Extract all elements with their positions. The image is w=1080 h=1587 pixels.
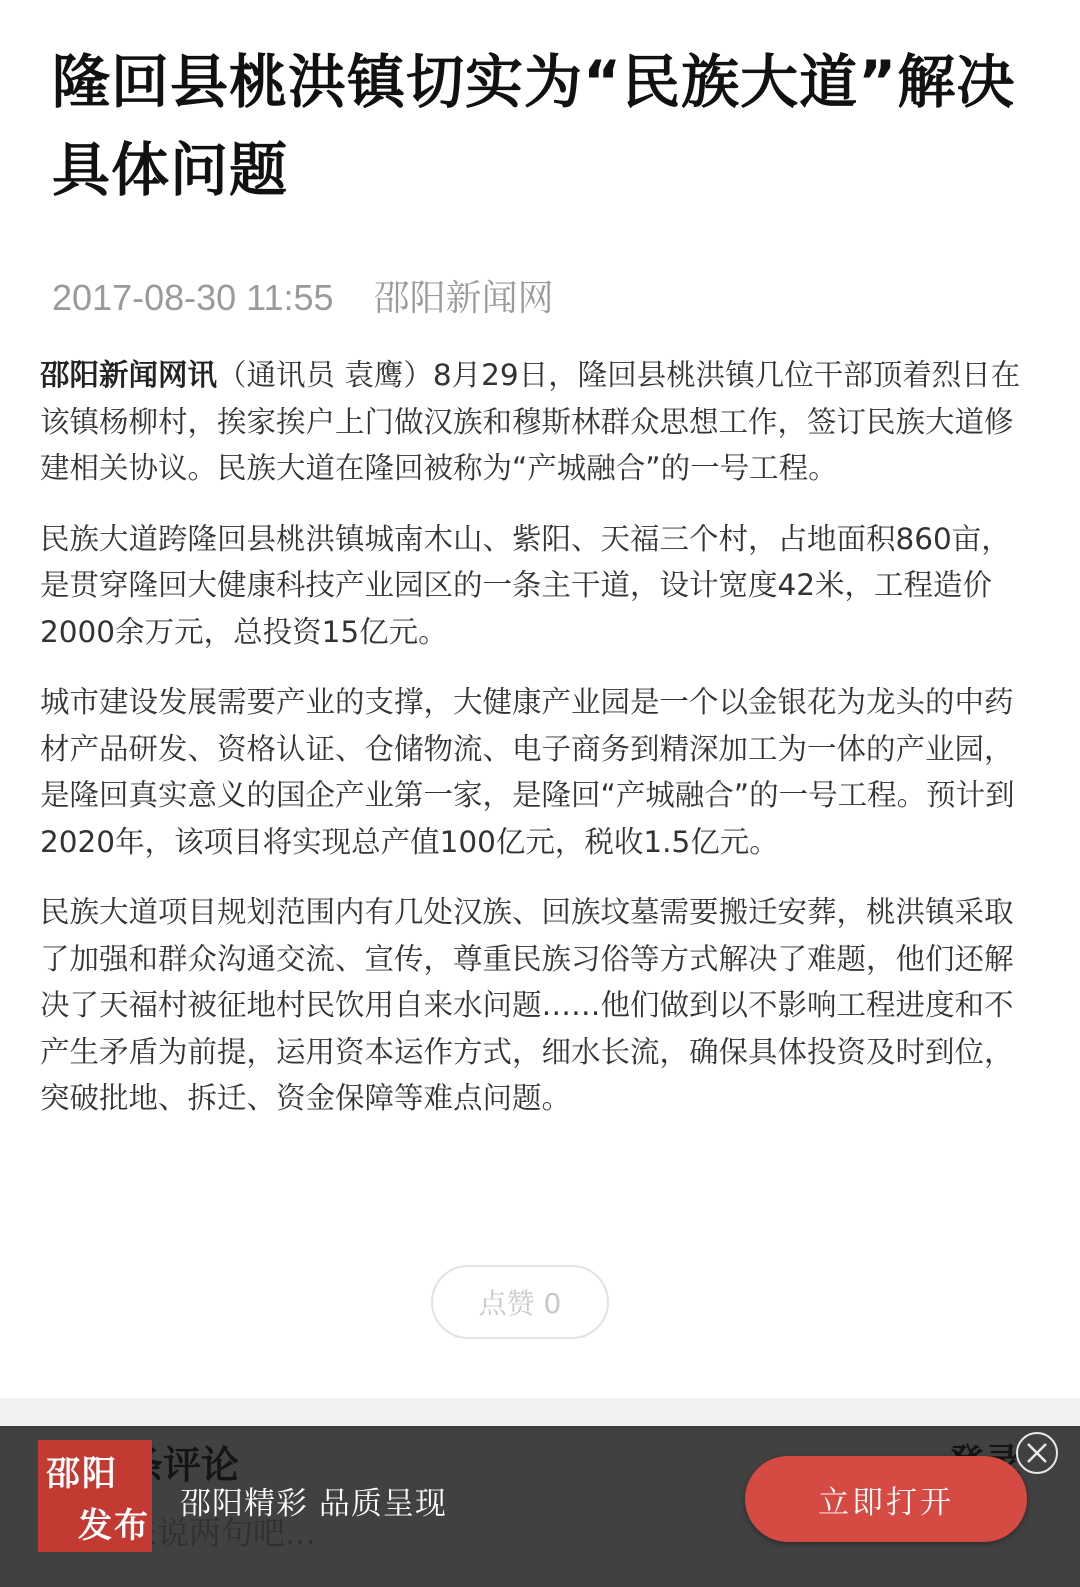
paragraph: 民族大道项目规划范围内有几处汉族、回族坟墓需要搬迁安葬，桃洪镇采取了加强和群众沟通交流、宣传，尊重民族习俗等方式解决了难题，他们还解决了天福村被征地村民饮用自来水问题……他们做到以不影响工程进度和不产生矛盾为前提，运用资本运作方式，细水长流，确保具体投资及时到位，突破批地、拆迁、资金保障等难点问题。: [40, 895, 1014, 1115]
open-app-button[interactable]: 立即打开: [745, 1456, 1027, 1542]
paragraph: 民族大道跨隆回县桃洪镇城南木山、紫阳、天福三个村，占地面积860亩，是贯穿隆回大健康科技产业园区的一条主干道，设计宽度42米，工程造价2000余万元，总投资15亿元。: [40, 521, 1011, 649]
app-logo: [38, 1440, 152, 1552]
paragraph: 城市建设发展需要产业的支撑，大健康产业园是一个以金银花为龙头的中药材产品研发、资格认证、仓储物流、电子商务到精深加工为一体的产业园，是隆回真实意义的国企产业第一家，是隆回“产城融合”的一号工程。预计到2020年，该项目将实现总产值100亿元，税收1.5亿元。: [40, 685, 1015, 859]
banner-slogan: 邵阳精彩 品质呈现: [180, 1486, 447, 1522]
logo-text-top: 邵阳: [46, 1454, 118, 1494]
publish-date: 2017-08-30 11:55: [52, 277, 334, 318]
article-body: [40, 352, 1040, 1146]
like-button[interactable]: 点赞 0: [431, 1265, 609, 1339]
close-icon: [1026, 1442, 1048, 1464]
paragraph-lead: 邵阳新闻网讯: [40, 358, 218, 392]
article-source: 邵阳新闻网: [373, 277, 554, 318]
paragraph-text: （通讯员 袁鹰）8月29日，隆回县桃洪镇几位干部顶着烈日在该镇杨柳村，挨家挨户上门做汉族和穆斯林群众思想工作，签订民族大道修建相关协议。民族大道在隆回被称为“产城融合”的一号工程。: [40, 358, 1021, 485]
article-title: 隆回县桃洪镇切实为“民族大道”解决具体问题: [52, 48, 1016, 204]
logo-text-bottom: 发布: [78, 1506, 150, 1546]
article-meta: [52, 276, 554, 320]
app-download-banner: [0, 1426, 1080, 1587]
close-banner-button[interactable]: [1016, 1432, 1058, 1474]
paragraph: [40, 352, 1040, 492]
section-divider: [0, 1398, 1080, 1428]
